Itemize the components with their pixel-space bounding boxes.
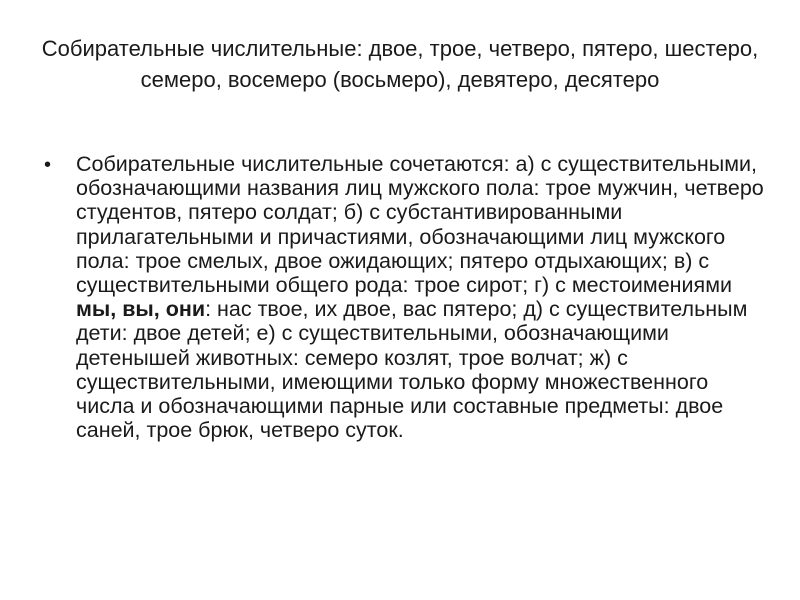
bold-pronouns: мы, вы, они (76, 297, 206, 322)
bullet-text-part-1: Собирательные числительные сочетаются: а) с существительными, обозначающими названия лиц мужского пола: трое мужчин, четверо студентов, пятеро солдат; б) с субстантивированными прилагательными и причастиями, обозначающими лиц мужского пола: трое смелых, двое ожидающих; пятеро отдыхающих; в) с существительными общего рода: трое сирот; г) с местоимениями (76, 152, 764, 298)
bullet-icon: • (44, 154, 52, 176)
slide-title: Собирательные числительные: двое, трое, четверо, пятеро, шестеро, семеро, восемеро (восьмеро), девятеро, десятеро (41, 36, 759, 92)
bullet-text (76, 152, 764, 442)
bullet-item (44, 152, 764, 442)
slide-body (44, 152, 764, 442)
bullet-text-part-2: : нас твое, их двое, вас пятеро; д) с существительным дети: двое детей; е) с существительными, обозначающими детенышей животных: семеро козлят, трое волчат; ж) с существительными, имеющими только форму множественного числа и обозначающими парные или составные предметы: двое саней, трое брюк, четверо суток. (76, 297, 748, 443)
